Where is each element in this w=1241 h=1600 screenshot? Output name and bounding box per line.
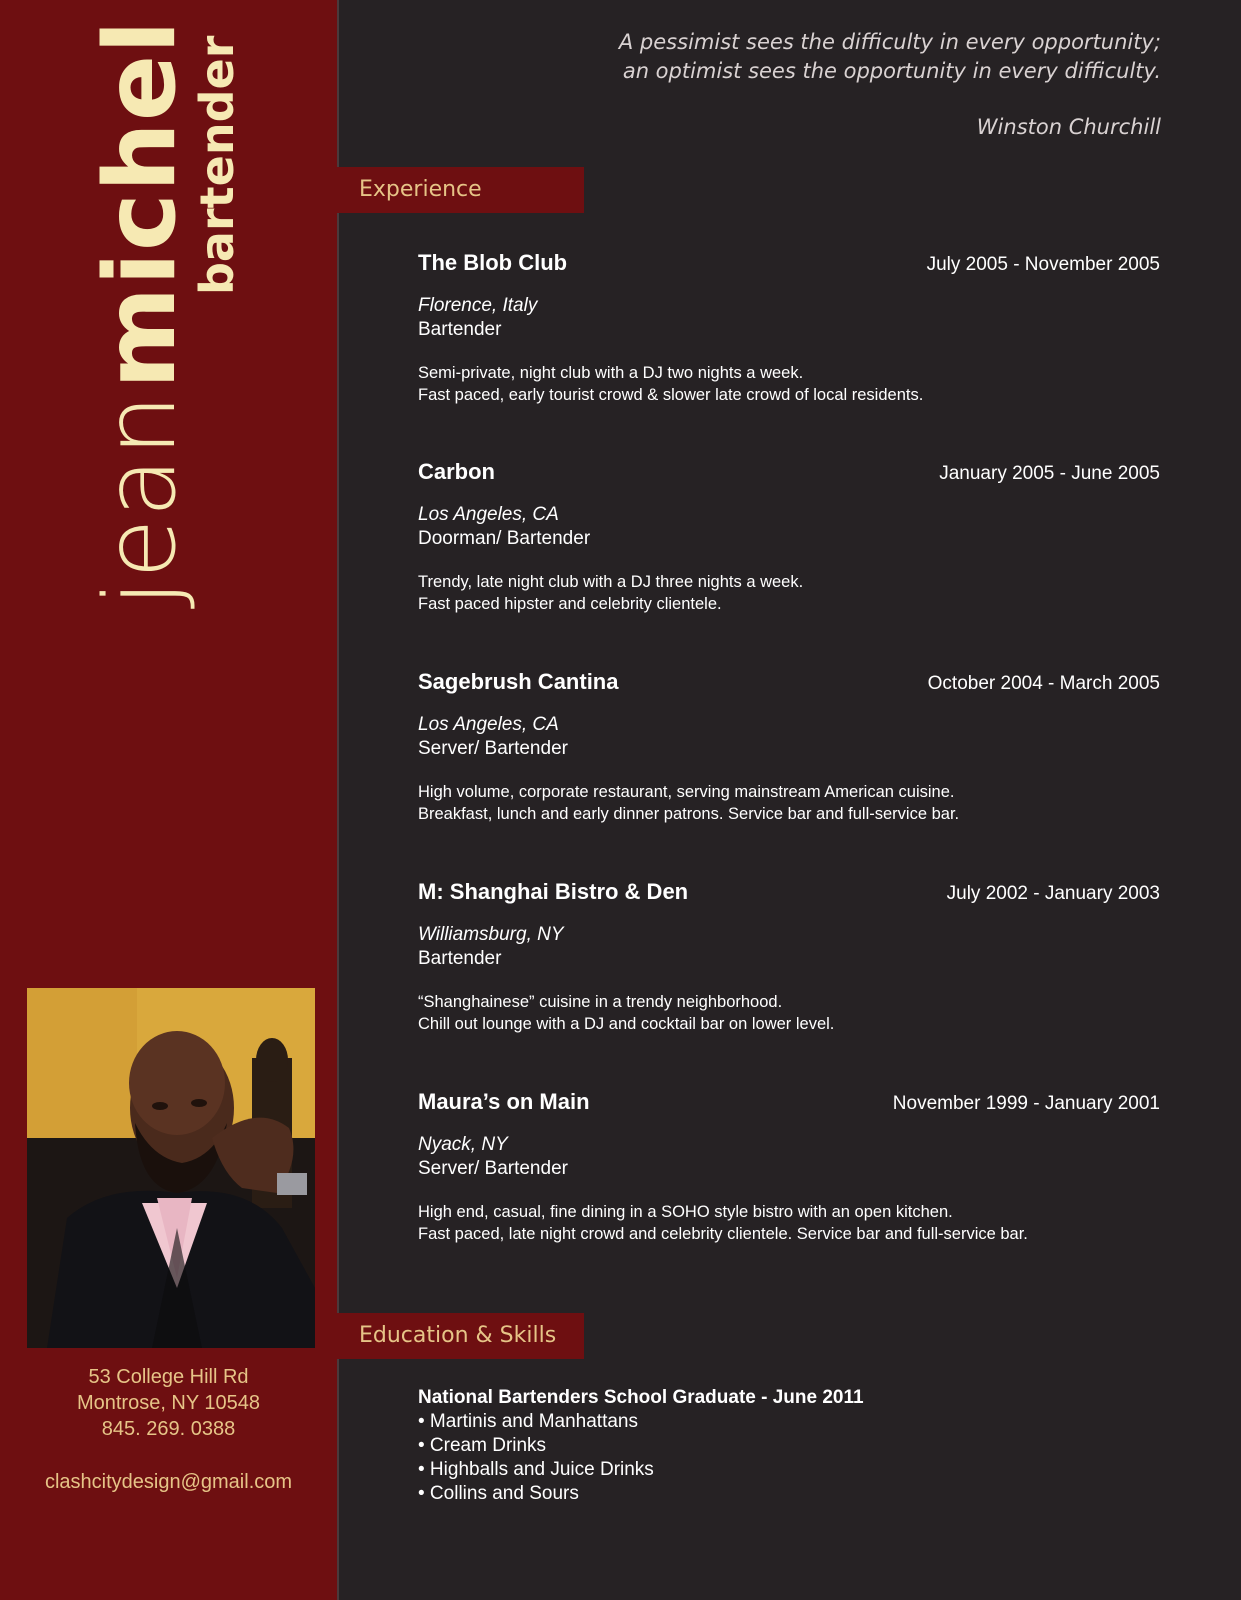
sidebar-divider bbox=[337, 0, 339, 1600]
job-desc-line: Chill out lounge with a DJ and cocktail bar on lower level. bbox=[418, 1015, 835, 1033]
job-entry bbox=[418, 1089, 1160, 1245]
job-desc-line: Fast paced hipster and celebrity clientele. bbox=[418, 595, 722, 613]
education-block bbox=[418, 1386, 864, 1506]
first-name: jean bbox=[84, 393, 198, 607]
skill-item: • Martinis and Manhattans bbox=[418, 1411, 638, 1432]
last-name: michel bbox=[84, 19, 198, 389]
job-desc-line: Semi-private, night club with a DJ two nights a week. bbox=[418, 364, 804, 382]
name-block bbox=[84, 19, 244, 607]
job-dates: January 2005 - June 2005 bbox=[939, 463, 1160, 484]
profile-photo bbox=[27, 988, 315, 1348]
job-location: Florence, Italy bbox=[418, 295, 538, 316]
job-description bbox=[418, 362, 1160, 406]
job-location: Nyack, NY bbox=[418, 1134, 508, 1155]
job-company: Maura’s on Main bbox=[418, 1089, 590, 1114]
contact-city: Montrose, NY 10548 bbox=[76, 1392, 261, 1414]
job-role: Bartender bbox=[418, 319, 502, 340]
job-dates: October 2004 - March 2005 bbox=[927, 673, 1160, 694]
job-description bbox=[418, 1201, 1160, 1245]
job-role: Server/ Bartender bbox=[418, 1158, 568, 1179]
skill-item: • Highballs and Juice Drinks bbox=[418, 1459, 654, 1480]
job-desc-line: High volume, corporate restaurant, serving mainstream American cuisine. bbox=[418, 783, 955, 801]
job-desc-line: Breakfast, lunch and early dinner patrons. Service bar and full-service bar. bbox=[418, 805, 960, 823]
job-role: Bartender bbox=[418, 948, 502, 969]
quote-line-2: an optimist sees the opportunity in every difficulty. bbox=[622, 59, 1161, 83]
job-desc-line: Fast paced, late night crowd and celebrity clientele. Service bar and full-service bar. bbox=[418, 1225, 1028, 1243]
job-company: Carbon bbox=[418, 459, 495, 484]
skill-item: • Cream Drinks bbox=[418, 1435, 547, 1456]
job-role: Server/ Bartender bbox=[418, 738, 568, 759]
job-description bbox=[418, 781, 1160, 825]
job-entry bbox=[418, 669, 1160, 825]
job-location: Los Angeles, CA bbox=[418, 504, 559, 525]
job-entry bbox=[418, 459, 1160, 615]
job-location: Los Angeles, CA bbox=[418, 714, 559, 735]
job-title: bartender bbox=[190, 35, 244, 295]
job-entry bbox=[418, 250, 1160, 406]
portrait-image bbox=[27, 988, 315, 1348]
section-experience: Experience bbox=[337, 167, 584, 213]
job-desc-line: “Shanghainese” cuisine in a trendy neighborhood. bbox=[418, 993, 783, 1011]
job-dates: July 2002 - January 2003 bbox=[946, 883, 1160, 904]
section-education: Education & Skills bbox=[337, 1313, 584, 1359]
contact-address bbox=[0, 1364, 337, 1442]
job-description bbox=[418, 571, 1160, 615]
job-dates: July 2005 - November 2005 bbox=[926, 254, 1160, 275]
job-dates: November 1999 - January 2001 bbox=[892, 1093, 1160, 1114]
contact-email[interactable]: clashcitydesign@gmail.com bbox=[44, 1471, 293, 1493]
job-desc-line: High end, casual, fine dining in a SOHO style bistro with an open kitchen. bbox=[418, 1203, 953, 1221]
job-company: The Blob Club bbox=[418, 250, 568, 275]
contact-street: 53 College Hill Rd bbox=[88, 1366, 249, 1388]
job-company: M: Shanghai Bistro & Den bbox=[418, 879, 689, 904]
job-role: Doorman/ Bartender bbox=[418, 528, 591, 549]
job-entry bbox=[418, 879, 1160, 1035]
job-desc-line: Fast paced, early tourist crowd & slower late crowd of local residents. bbox=[418, 386, 924, 404]
quote bbox=[619, 28, 1161, 142]
skill-item: • Collins and Sours bbox=[418, 1483, 579, 1504]
education-heading: National Bartenders School Graduate - June 2011 bbox=[418, 1387, 864, 1408]
quote-author: Winston Churchill bbox=[976, 115, 1161, 139]
full-name bbox=[84, 19, 198, 607]
job-company: Sagebrush Cantina bbox=[418, 669, 619, 694]
quote-line-1: A pessimist sees the difficulty in every opportunity; bbox=[618, 30, 1161, 54]
contact-email-block bbox=[0, 1469, 337, 1495]
job-description bbox=[418, 991, 1160, 1035]
contact-phone: 845. 269. 0388 bbox=[101, 1418, 236, 1440]
job-location: Williamsburg, NY bbox=[418, 924, 564, 945]
job-desc-line: Trendy, late night club with a DJ three nights a week. bbox=[418, 573, 804, 591]
